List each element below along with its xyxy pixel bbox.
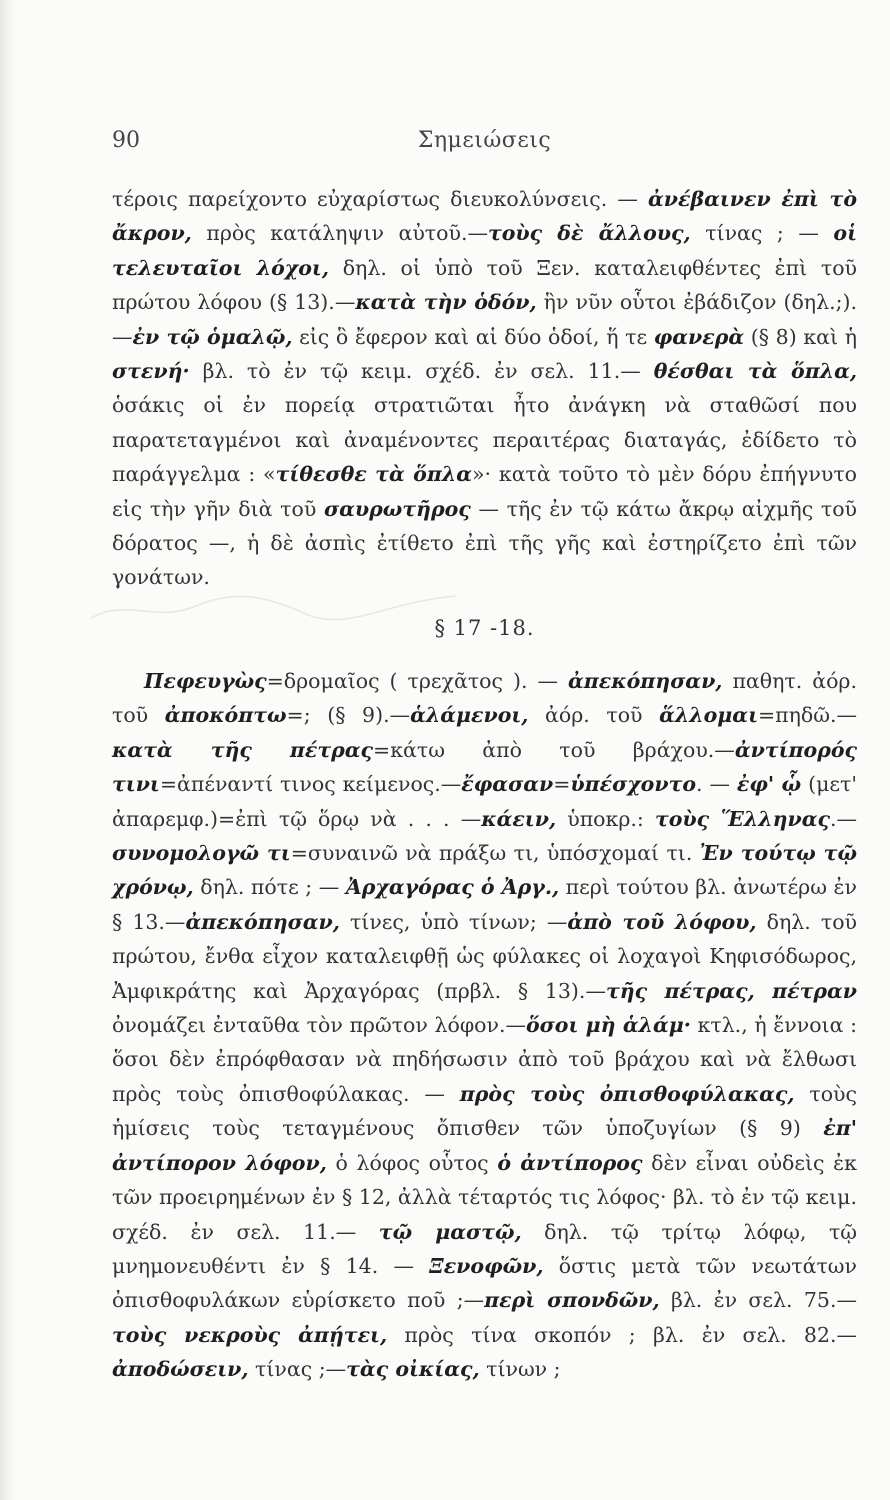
text-run: ἣν νῦν οὗτοι ἐβάδιζον (δηλ.;).—: [112, 290, 858, 349]
text-run: ὀνομάζει ἐνταῦθα τὸν πρῶτον λόφον.—: [112, 1013, 526, 1038]
text-run: τίνας ;—: [248, 1357, 347, 1382]
lemma: τοὺς δὲ ἄλλους,: [487, 221, 691, 246]
text-run: κτλ., ἡ ἔννοια : ὅσοι δὲν ἐπρόφθασαν νὰ πηδήσωσιν ἀπὸ τοῦ βράχου καὶ νὰ ἔλθωσι πρὸς τοὺς ὀπισθοφύλακας. —: [112, 1013, 857, 1106]
text-run: =δρομαῖος ( τρεχᾶτος ). —: [266, 669, 568, 693]
text-run: ὁσάκις οἱ ἐν πορείᾳ στρατιῶται ἦτο ἀνάγκη νὰ σταθῶσί που παρατεταγμένοι καὶ ἀναμένοντες περαιτέρας διαταγάς, ἐδίδετο τὸ παράγγελμα : «: [112, 393, 857, 487]
text-run: εἰς ὃ ἔφερον καὶ αἱ δύο ὁδοί, ἥ τε: [292, 324, 654, 349]
text-run: (§ 8) καὶ ἡ: [744, 324, 857, 349]
text-run: δηλ. οἱ ὑπὸ τοῦ Ξεν. καταλειφθέντες ἐπὶ τοῦ πρώτου λόφου (§ 13).—: [112, 255, 858, 315]
text-run: παθητ. ἀόρ. τοῦ: [112, 669, 857, 728]
page-header: [112, 128, 857, 162]
text-run: =ἀπέναντί τινος κείμενος.—: [159, 772, 462, 797]
paragraph-2: [112, 664, 857, 1387]
text-run: πρὸς κατάληψιν αὐτοῦ.—: [191, 221, 488, 246]
lemma: κατὰ τὴν ὁδόν,: [355, 290, 537, 315]
lemma: ἐφ' ᾧ: [736, 772, 802, 797]
text-run: =: [553, 772, 571, 797]
lemma: ἐπ' ἀντίπορον λόφον,: [112, 1116, 857, 1175]
page-number: 90: [112, 128, 140, 153]
lemma: περὶ σπονδῶν,: [484, 1288, 660, 1313]
lemma: τῆς πέτρας, πέτραν: [605, 978, 857, 1003]
text-run: ἀόρ. τοῦ: [528, 703, 660, 728]
text-run: βλ. τὸ ἐν τῷ κειμ. σχέδ. ἐν σελ. 11.—: [189, 359, 654, 384]
lemma: ἀπὸ τοῦ λόφου,: [567, 909, 757, 934]
text-run: δὲν εἶναι οὐδεὶς ἐκ τῶν προειρημένων ἐν § 12, ἀλλὰ τέταρτός τις λόφος· βλ. τὸ ἐν τῷ κειμ. σχέδ. ἐν σελ. 11.—: [112, 1150, 857, 1244]
section-heading: § 17 -18.: [434, 616, 535, 640]
lemma: ἁλάμενοι,: [410, 703, 529, 728]
paragraph-1: [112, 182, 857, 595]
text-run: =κάτω ἀπὸ τοῦ βράχου.—: [373, 737, 735, 762]
text-run: .—: [829, 806, 857, 831]
lemma: συνομολογῶ τι: [112, 841, 291, 866]
lemma: σαυρωτῆρος: [324, 496, 471, 521]
lemma: Ἐν τούτῳ τῷ χρόνῳ,: [112, 841, 857, 900]
lemma: ἔφασαν: [461, 772, 554, 797]
lemma: οἱ τελευταῖοι λόχοι,: [112, 221, 858, 280]
lemma: τὰς οἰκίας,: [346, 1357, 480, 1382]
text-run: ὁ λόφος οὗτος: [326, 1150, 498, 1175]
text-run: ὑποκρ.:: [556, 806, 655, 831]
text-run: τοὺς ἡμίσεις τοὺς τεταγμένους ὄπισθεν τῶν ὑποζυγίων (§ 9): [112, 1081, 857, 1141]
text-run: περὶ τούτου βλ. ἀνωτέρω ἐν § 13.—: [112, 875, 857, 934]
running-head: Σημειώσεις: [417, 128, 552, 153]
lemma: πρὸς τοὺς ὀπισθοφύλακας,: [459, 1081, 795, 1106]
lemma: τίθεσθε τὰ ὅπλα: [275, 462, 473, 487]
lemma: ὅσοι μὴ ἁλάμ·: [526, 1013, 691, 1038]
lemma: ὑπέσχοντο: [570, 772, 697, 797]
text-run: =; (§ 9).—: [286, 703, 411, 728]
lemma: Ξενοφῶν,: [429, 1253, 544, 1278]
lemma: φανερὰ: [653, 324, 745, 349]
text-run: =πηδῶ.—: [758, 703, 858, 728]
lemma: ἀπεκόπησαν,: [568, 669, 723, 693]
lemma: ἀποκόπτω: [164, 703, 287, 728]
text-run: (μετ' ἀπαρεμφ.)=ἐπὶ τῷ ὅρῳ νὰ . . . —: [112, 772, 857, 831]
lemma: στενή·: [112, 359, 190, 384]
lemma: κατὰ τῆς πέτρας: [112, 737, 374, 762]
lemma: τοὺς Ἕλληνας: [654, 806, 830, 831]
lemma: κάειν,: [481, 806, 557, 831]
text-run: =συναινῶ νὰ πράξω τι, ὑπόσχομαί τι.: [290, 841, 700, 866]
lemma: Ἀρχαγόρας ὁ Ἀργ.,: [345, 875, 560, 900]
text-run: δηλ. τοῦ πρώτου, ἔνθα εἶχον καταλειφθῇ ὡς φύλακες οἱ λοχαγοὶ Κηφισόδωρος, Ἀμφικράτης καὶ Ἀρχαγόρας (πρβλ. § 13).—: [112, 909, 857, 1003]
text-run: βλ. ἐν σελ. 75.—: [659, 1288, 857, 1313]
text-run: »· κατὰ τοῦτο τὸ μὲν δόρυ ἐπήγνυτο εἰς τὴν γῆν διὰ τοῦ: [112, 462, 857, 521]
lemma: ἀντίπορός τινι: [112, 737, 857, 797]
lemma: ἀποδώσειν,: [112, 1357, 249, 1382]
text-run: πρὸς τίνα σκοπόν ; βλ. ἐν σελ. 82.—: [387, 1322, 858, 1347]
lemma: ἐν τῷ ὁμαλῷ,: [132, 324, 293, 349]
text-run: τίνων ;: [479, 1357, 561, 1382]
lemma: ἀπεκόπησαν,: [185, 909, 340, 934]
text-run: — τῆς ἐν τῷ κάτω ἄκρῳ αἰχμῆς τοῦ δόρατος —, ἡ δὲ ἀσπὶς ἐτίθετο ἐπὶ τῆς γῆς καὶ ἐστηρίζετο ἐπὶ τῶν γονάτων.: [112, 496, 858, 590]
text-run: τίνες, ὑπὸ τίνων; —: [339, 909, 568, 934]
text-run: ὅστις μετὰ τῶν νεωτάτων ὀπισθοφυλάκων εὑρίσκετο ποῦ ;—: [112, 1253, 857, 1313]
lemma: ὁ ἀντίπορος: [497, 1150, 643, 1175]
text-run: τίνας ; —: [690, 221, 834, 246]
lemma: τῷ μαστῷ,: [378, 1219, 522, 1244]
lemma: ἅλλομαι: [659, 703, 758, 728]
lemma: ἀνέβαινεν ἐπὶ τὸ ἄκρον,: [112, 187, 858, 246]
page-edge-shadow: [0, 0, 14, 1500]
lemma: τοὺς νεκροὺς ἀπῄτει,: [112, 1322, 388, 1347]
lemma: Πεφευγὼς: [144, 669, 267, 693]
lemma: θέσθαι τὰ ὅπλα,: [653, 359, 857, 384]
text-run: δηλ. τῷ τρίτῳ λόφῳ, τῷ μνημονευθέντι ἐν § 14. —: [112, 1219, 857, 1278]
text-run: τέροις παρείχοντο εὐχαρίστως διευκολύνσεις. —: [112, 187, 649, 211]
text-run: δηλ. πότε ; —: [193, 875, 346, 900]
text-run: . —: [696, 772, 737, 797]
